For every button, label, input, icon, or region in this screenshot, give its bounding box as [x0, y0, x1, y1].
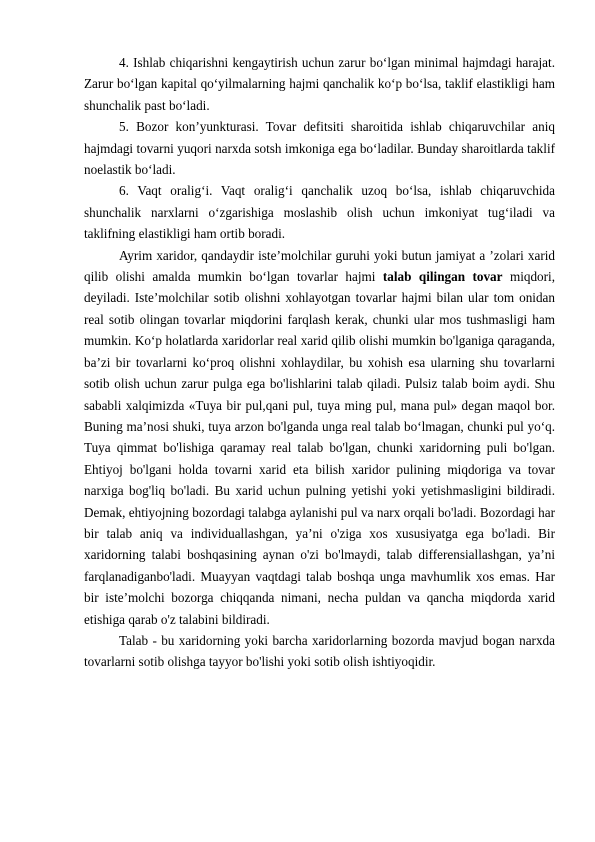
paragraph-point-5: 5. Bozor kon’yunkturasi. Tovar defitsiti sharoitida ishlab chiqaruvchilar aniq hajmdagi tovarni yuqori narxda sotsh imkoniga ega bo‘ladilar. Bunday sharoitlarda taklif noelastik bo‘ladi.: [84, 119, 555, 178]
paragraph-point-4: 4. Ishlab chiqarishni kengaytirish uchun zarur bo‘lgan minimal hajmdagi harajat. Zarur bo‘lgan kapital qo‘yilmalarning hajmi qanchalik ko‘p bo‘lsa, taklif elastikligi ham shunchalik past bo‘ladi.: [84, 55, 555, 113]
paragraph-demand-definition: [84, 245, 555, 630]
document-page: [84, 52, 555, 673]
bold-term: talab qilingan tovar: [382, 269, 503, 285]
paragraph-point-6: 6. Vaqt oralig‘i. Vaqt oralig‘i qanchalik uzoq bo‘lsa, ishlab chiqaruvchida shunchalik narxlarni o‘zgarishiga moslashib olish uchun imkoniyat tug‘iladi va taklifning elastikligi ham ortib boradi.: [84, 183, 555, 242]
paragraph-text: Ayrim xaridor, qandaydir iste’molchilar guruhi yoki butun jamiyat a ’zolari xarid qilib olishi amalda mumkin bo‘lgan tovarlar hajmi: [84, 247, 555, 285]
paragraph-text: miqdori, deyiladi. Iste’molchilar sotib olishni xohlayotgan tovarlar hajmi bilan ular tom onidan real sotib olingan tovarlar miqdorini farqlash kerak, chunki ular mos tushmasligi ham mumkin. Ko‘p holatlarda xaridorlar real xarid qilib olishi mumkin bo'lganiga qaraganda, ba’zi bir tovarlarni ko‘proq olishni xohlaydilar, bu xohish esa ularning shu tovarlarni sotib olish uchun zarur pulga ega bo'lishlarini talab qiladi. Pulsiz talab boim aydi. Shu sababli xalqimizda «Tuya bir pul,qani pul, tuya ming pul, mana pul» degan maqol bor. Buning ma’nosi shuki, tuya arzon bo'lganda unga real talab bo‘lmagan, chunki pul yo‘q. Tuya qimmat bo'lishiga qaramay real talab bo'lgan, chunki xaridorning puli bo'lgan. Ehtiyoj bo'lgani holda tovarni xarid eta bilish xaridor pulining miqdoriga va tovar narxiga bog'liq bo'ladi. Bu xarid uchun pulning yetishi yoki yetishmasligini bildiradi. Demak, ehtiyojning bozordagi talabga aylanishi pul va narx orqali bo'ladi. Bozordagi har bir talab aniq va individuallashgan, ya’ni o'ziga xos xususiyatga ega bo'ladi. Bir xaridorning talabi boshqasining aynan o'zi bo'lmaydi, talab differensiallashgan, ya’ni farqlanadiganbo'ladi. Muayyan vaqtdagi talab boshqa unga mavhumlik xos emas.: [84, 269, 555, 584]
paragraph-text: Har bir iste’molchi bozorga chiqqanda nimani, necha puldan va qancha miqdorda xarid etishiga qarab o'z talabini bildiradi.: [84, 568, 555, 627]
paragraph-talab: Talab - bu xaridorning yoki barcha xaridorlarning bozorda mavjud bogan narxda tovarlarni sotib olishga tayyor bo'lishi yoki sotib olish ishtiyoqidir.: [84, 632, 555, 670]
